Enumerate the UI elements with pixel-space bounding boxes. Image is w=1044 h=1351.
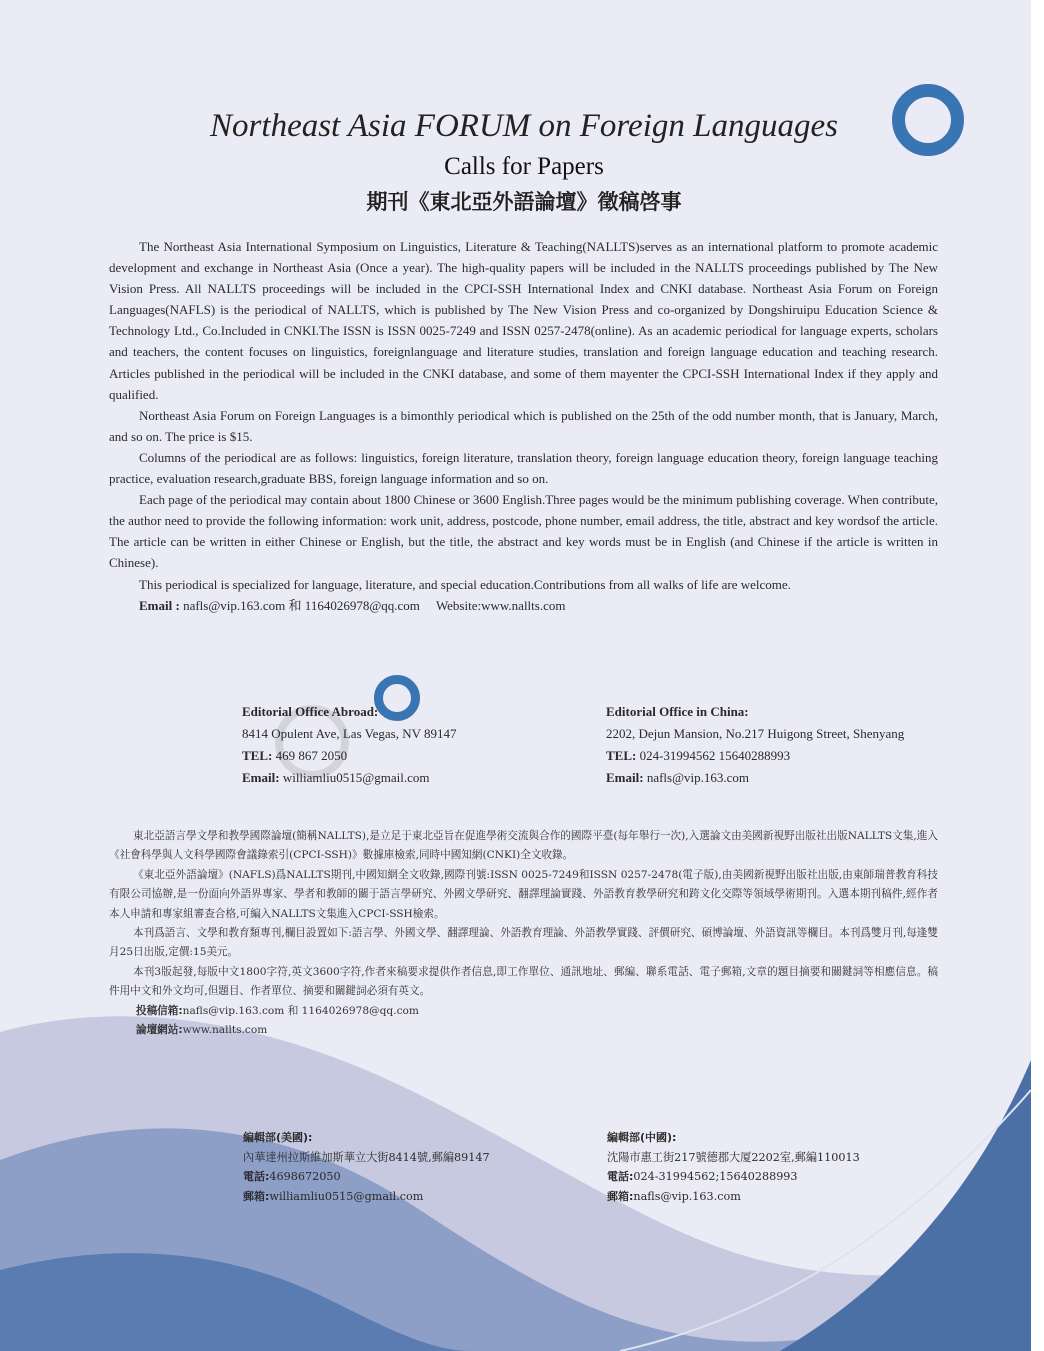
editorial-office-china <box>606 701 946 789</box>
tel-label: TEL: <box>606 748 637 763</box>
office-china-address: 2202, Dejun Mansion, No.217 Huigong Street, Shenyang <box>606 726 905 741</box>
website-value[interactable]: Website:www.nallts.com <box>435 597 566 613</box>
english-body <box>109 236 938 616</box>
cn-office-china-tel: 024-31994562;15640288993 <box>633 1170 798 1184</box>
cn-tel-label: 電話: <box>243 1170 270 1184</box>
cn-office-abroad-tel: 4698672050 <box>269 1170 341 1184</box>
office-china-email[interactable]: nafls@vip.163.com <box>646 770 750 785</box>
office-china-heading: Editorial Office in China: <box>606 704 749 719</box>
office-china-tel-line <box>606 745 946 767</box>
cn-office-china-email-line <box>607 1187 947 1207</box>
english-paragraph: This periodical is specialized for language, literature, and special education.Contributions from all walks of life are welcome. <box>139 576 791 592</box>
chinese-paragraph: 本刊3版起發,每版中文1800字符,英文3600字符,作者來稿要求提供作者信息,即工作單位、通訊地址、郵編、聯系電話、電子郵箱,文章的題目摘要和關鍵詞等相應信息。稿件用中文和外文均可,但題目、作者單位、摘要和關鍵詞必須有英文。 <box>109 965 938 998</box>
office-abroad-email[interactable]: williamliu0515@gmail.com <box>282 770 430 785</box>
english-paragraph: Columns of the periodical are as follows: linguistics, foreign literature, translation theory, foreign language education theory, foreign language teaching practice, evaluation research,graduate BBS, foreign language information and so on. <box>109 449 938 487</box>
english-paragraph: The Northeast Asia International Symposium on Linguistics, Literature & Teaching(NALLTS)serves as an international platform to promote academic development and exchange in Northeast Asia (Once a year). The high-quality papers will be included in the NALLTS proceedings published by The New Vision Press. All NALLTS proceedings will be included in the CPCI-SSH International Index and CNKI database. Northeast Asia Forum on Foreign Languages(NAFLS) is the periodical of NALLTS, which is published by The New Vision Press and co-organized by Dongshiruipu Education Science & Technology Ltd., Co.Included in CNKI.The ISSN is ISSN 0025-7249 and ISSN 0257-2478(online). As an academic periodical for language experts, scholars and teachers, the content focuses on linguistics, foreignlanguage and literature studies, translation and foreign language education and teaching research. Articles published in the periodical will be included in the CNKI database, and some of them mayenter the CPCI-SSH International Index if they apply and qualified. <box>109 239 938 402</box>
office-china-email-line <box>606 767 946 789</box>
office-abroad-heading: Editorial Office Abroad: <box>242 704 379 719</box>
chinese-body <box>109 827 938 1040</box>
cn-website-value[interactable]: www.nallts.com <box>182 1024 268 1037</box>
chinese-website-line <box>109 1021 938 1040</box>
cn-email-label: 郵箱: <box>243 1189 270 1203</box>
office-abroad-tel: 469 867 2050 <box>275 748 348 763</box>
office-china-tel: 024-31994562 15640288993 <box>639 748 791 763</box>
cn-office-abroad-tel-line <box>243 1167 583 1187</box>
cn-office-china-tel-line <box>607 1167 947 1187</box>
office-abroad-address: 8414 Opulent Ave, Las Vegas, NV 89147 <box>242 726 457 741</box>
cn-office-china-address: 沈陽市惠工街217號德郡大厦2202室,郵編110013 <box>607 1150 860 1164</box>
tel-label: TEL: <box>242 748 273 763</box>
chinese-paragraph: 《東北亞外語論壇》(NAFLS)爲NALLTS期刊,中國知網全文收錄,國際刊號:ISSN 0025-7249和ISSN 0257-2478(電子版),由美國新視野出版社出版,由東師瑞普教育科技有限公司協辦,是一份面向外語界專家、學者和教師的關于語言學研究、外國文學研究、翻譯理論實踐、外語教育教學研究和跨文化交際等領域學術期刊。入選本期刊稿件,經作者本人申請和專家組審查合格,可編入NALLTS文集進入CPCI-SSH檢索。 <box>109 868 938 920</box>
cn-email-value[interactable]: nafls@vip.163.com 和 1164026978@qq.com <box>182 1004 419 1017</box>
cn-tel-label: 電話: <box>607 1170 634 1184</box>
cn-office-abroad-address: 內華達州拉斯維加斯華立大街8414號,郵編89147 <box>243 1150 490 1164</box>
chinese-paragraph: 本刊爲語言、文學和教育類專刊,欄目設置如下:語言學、外國文學、翻譯理論、外語教育理論、外語教學實踐、評價研究、碩博論壇、外語資訊等欄目。本刊爲雙月刊,每逢雙月25日出版,定價:15美元。 <box>109 927 938 959</box>
cn-editorial-office-abroad <box>243 1128 583 1206</box>
english-paragraph: Each page of the periodical may contain about 1800 Chinese or 3600 English.Three pages would be the minimum publishing coverage. When contribute, the author need to provide the following information: work unit, address, postcode, phone number, email address, the title, abstract and key wordsof the article. The article can be written in either Chinese or English, but the title, the abstract and key words must be in English (and Chinese if the article is written in Chinese). <box>109 492 938 571</box>
email-label: Email : <box>139 597 180 613</box>
chinese-email-line <box>109 1002 938 1021</box>
english-contact-line <box>109 595 938 616</box>
cn-office-abroad-email-line <box>243 1187 583 1207</box>
cn-email-label: 郵箱: <box>607 1189 634 1203</box>
journal-title: Northeast Asia FORUM on Foreign Languages <box>210 108 838 144</box>
calls-for-papers-heading: Calls for Papers <box>444 153 604 180</box>
email-label: Email: <box>606 770 644 785</box>
cn-office-china-email[interactable]: nafls@vip.163.com <box>633 1189 741 1203</box>
office-abroad-tel-line <box>242 745 582 767</box>
cn-office-abroad-heading: 編輯部(美國): <box>243 1131 313 1144</box>
cn-office-abroad-email[interactable]: williamliu0515@gmail.com <box>269 1189 424 1203</box>
cn-editorial-office-china <box>607 1128 947 1206</box>
editorial-office-abroad <box>242 701 582 789</box>
cn-website-label: 論壇網站: <box>136 1024 183 1037</box>
office-abroad-email-line <box>242 767 582 789</box>
email-value[interactable]: nafls@vip.163.com 和 1164026978@qq.com <box>183 597 420 613</box>
cn-email-label: 投稿信箱: <box>136 1004 183 1017</box>
english-paragraph: Northeast Asia Forum on Foreign Languages is a bimonthly periodical which is published on the 25th of the odd number month, that is January, March, and so on. The price is $15. <box>109 407 938 444</box>
cn-office-china-heading: 編輯部(中國): <box>607 1131 677 1144</box>
email-label: Email: <box>242 770 280 785</box>
chinese-title: 期刊《東北亞外語論壇》徵稿啓事 <box>366 190 682 214</box>
chinese-paragraph: 東北亞語言學文學和教學國際論壇(簡稱NALLTS),是立足于東北亞旨在促進學術交流與合作的國際平臺(每年舉行一次),入選論文由美國新視野出版社出版NALLTS文集,進入《社會科學與人文科學國際會議錄索引(CPCI-SSH)》數據庫檢索,同時中國知網(CNKI)全文收錄。 <box>109 830 938 862</box>
